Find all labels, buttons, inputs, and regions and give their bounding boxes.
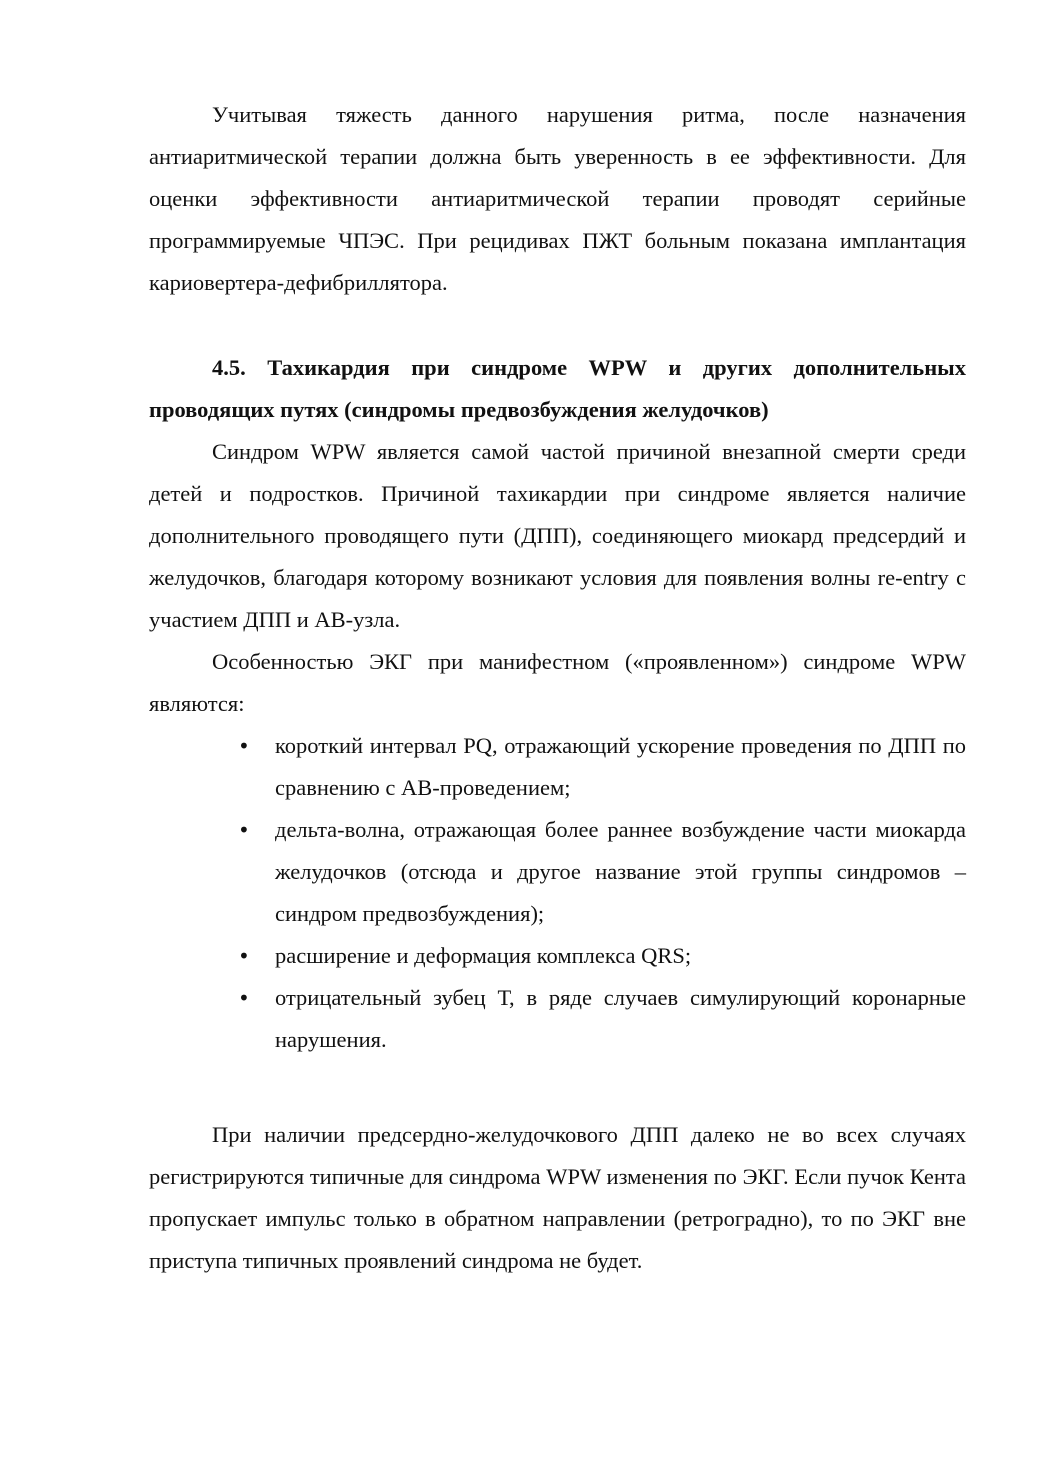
paragraph-wpw-syndrome: Синдром WPW является самой частой причиной внезапной смерти среди детей и подростков. Причиной тахикардии при синдроме является наличие дополнительного проводящего пути (ДПП), соединяющего миокард предсердий и желудочков, благодаря которому возникают условия для появления волны re-entry с участием ДПП и АВ-узла. [149,439,966,632]
list-item [236,977,966,1061]
list-item-text: короткий интервал PQ, отражающий ускорение проведения по ДПП по сравнению с АВ-проведением; [275,733,966,800]
list-item [236,809,966,935]
bullet-icon [238,809,258,851]
list-item-text: отрицательный зубец Т, в ряде случаев симулирующий коронарные нарушения. [275,985,966,1052]
list-item [236,935,966,977]
ecg-features-list [236,725,966,1061]
bullet-icon [238,725,258,767]
paragraph-kent-bundle: При наличии предсердно-желудочкового ДПП далеко не во всех случаях регистрируются типичные для синдрома WPW изменения по ЭКГ. Если пучок Кента пропускает импульс только в обратном направлении (ретроградно), то по ЭКГ вне приступа типичных проявлений синдрома не будет. [149,1122,966,1273]
list-item-text: дельта-волна, отражающая более раннее возбуждение части миокарда желудочков (отсюда и другое название этой группы синдромов – синдром предвозбуждения); [275,817,966,926]
section-heading-wpw: 4.5. Тахикардия при синдроме WPW и других дополнительных проводящих путях (синдромы предвозбуждения желудочков) [149,355,966,422]
paragraph-antiarrhythmic-therapy: Учитывая тяжесть данного нарушения ритма, после назначения антиаритмической терапии должна быть уверенность в ее эффективности. Для оценки эффективности антиаритмической терапии проводят серийные программируемые ЧПЭС. При рецидивах ПЖТ больным показана имплантация кариовертера-дефибриллятора. [149,102,966,295]
bullet-icon [238,935,258,977]
paragraph-ecg-features: Особенностью ЭКГ при манифестном («проявленном») синдроме WPW являются: [149,649,966,716]
list-item-text: расширение и деформация комплекса QRS; [275,943,692,968]
list-item [236,725,966,809]
bullet-icon [238,977,258,1019]
